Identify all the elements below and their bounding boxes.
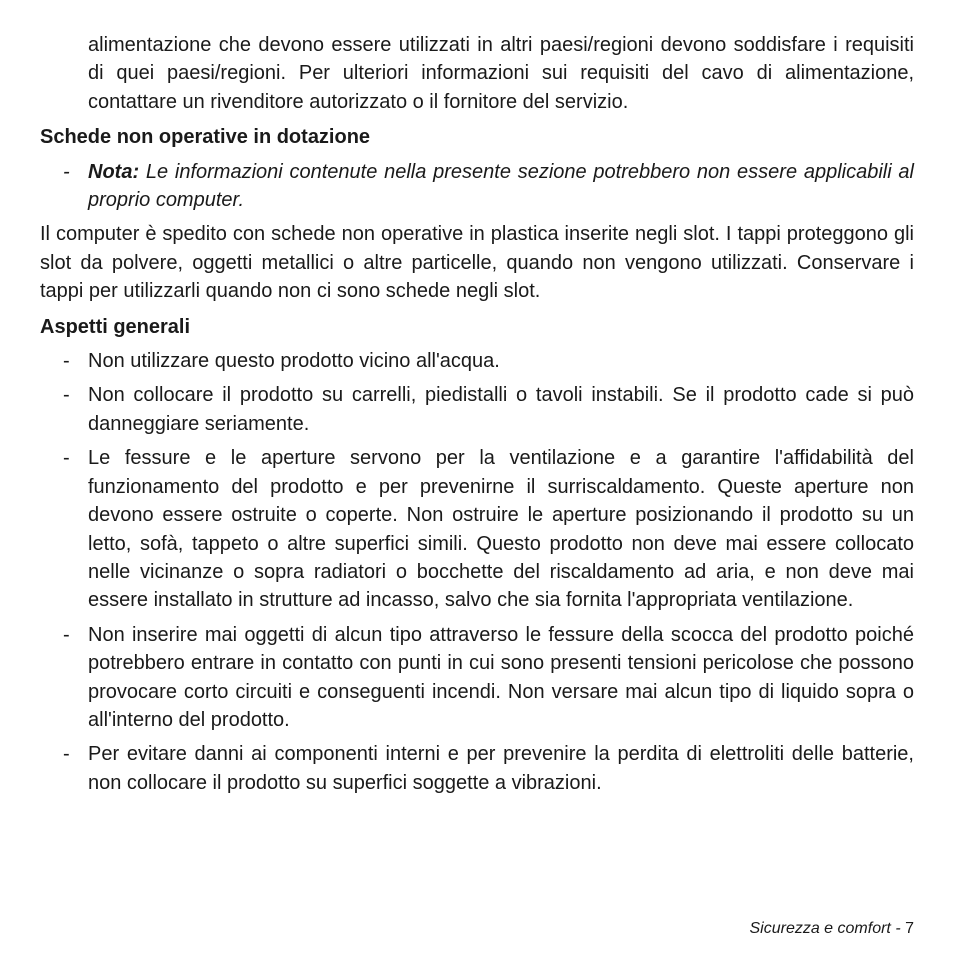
bullet-dash: - [63, 447, 70, 470]
page-number: 7 [905, 920, 914, 937]
list-item [40, 347, 914, 375]
list-item-text: Non collocare il prodotto su carrelli, piedistalli o tavoli instabili. Se il prodotto cade si può danneggiare seriamente. [88, 384, 914, 435]
bullet-dash: - [63, 160, 70, 183]
page-footer [749, 915, 914, 943]
section-heading-schede: Schede non operative in dotazione [40, 126, 371, 149]
intro-continuation-paragraph: alimentazione che devono essere utilizzati in altri paesi/regioni devono soddisfare i requisiti di quei paesi/regioni. Per ulteriori informazioni sui requisiti del cavo di alimentazione, contattare un rivenditore autorizzato o il fornitore del servizio. [88, 34, 914, 113]
bullet-dash: - [63, 350, 70, 373]
list-item [40, 444, 914, 614]
list-item-text: Le fessure e le aperture servono per la ventilazione e a garantire l'affidabilità del funzionamento del prodotto e per prevenirne il surriscaldamento. Queste aperture non devono essere ostruite o coperte. Non ostruire le aperture posizionando il prodotto su un letto, sofà, tappeto o altre superfici simili. Questo prodotto non deve mai essere collocato nelle vicinanze o sopra radiatori o bocchette del riscaldamento ad aria, e non deve mai essere installato in strutture ad incasso, salvo che sia fornita l'appropriata ventilazione. [88, 447, 914, 612]
list-item [40, 621, 914, 735]
note-item [40, 158, 914, 215]
schede-paragraph: Il computer è spedito con schede non operative in plastica inserite negli slot. I tappi proteggono gli slot da polvere, oggetti metallici o altre particelle, quando non vengono utilizzati. Conservare i tappi per utilizzarli quando non ci sono schede negli slot. [40, 223, 914, 303]
list-item-text: Non inserire mai oggetti di alcun tipo attraverso le fessure della scocca del prodotto poiché potrebbero entrare in contatto con punti in cui sono presenti tensioni pericolose che possono provocare corto circuiti e conseguenti incendi. Non versare mai alcun tipo di liquido sopra o all'interno del prodotto. [88, 623, 914, 731]
bullet-dash: - [63, 743, 70, 766]
section-heading-aspetti: Aspetti generali [40, 315, 191, 338]
bullet-dash: - [63, 384, 70, 407]
footer-title: Sicurezza e comfort - [749, 920, 906, 937]
note-text: Le informazioni contenute nella presente sezione potrebbero non essere applicabili al proprio computer. [88, 160, 914, 212]
list-item [40, 381, 914, 438]
note-label: Nota: [88, 160, 140, 183]
list-item-text: Non utilizzare questo prodotto vicino all'acqua. [88, 350, 500, 373]
list-item-text: Per evitare danni ai componenti interni e per prevenire la perdita di elettroliti delle batterie, non collocare il prodotto su superfici soggette a vibrazioni. [88, 743, 914, 794]
list-item [40, 740, 914, 797]
document-page [40, 31, 914, 797]
bullet-dash: - [63, 623, 70, 646]
